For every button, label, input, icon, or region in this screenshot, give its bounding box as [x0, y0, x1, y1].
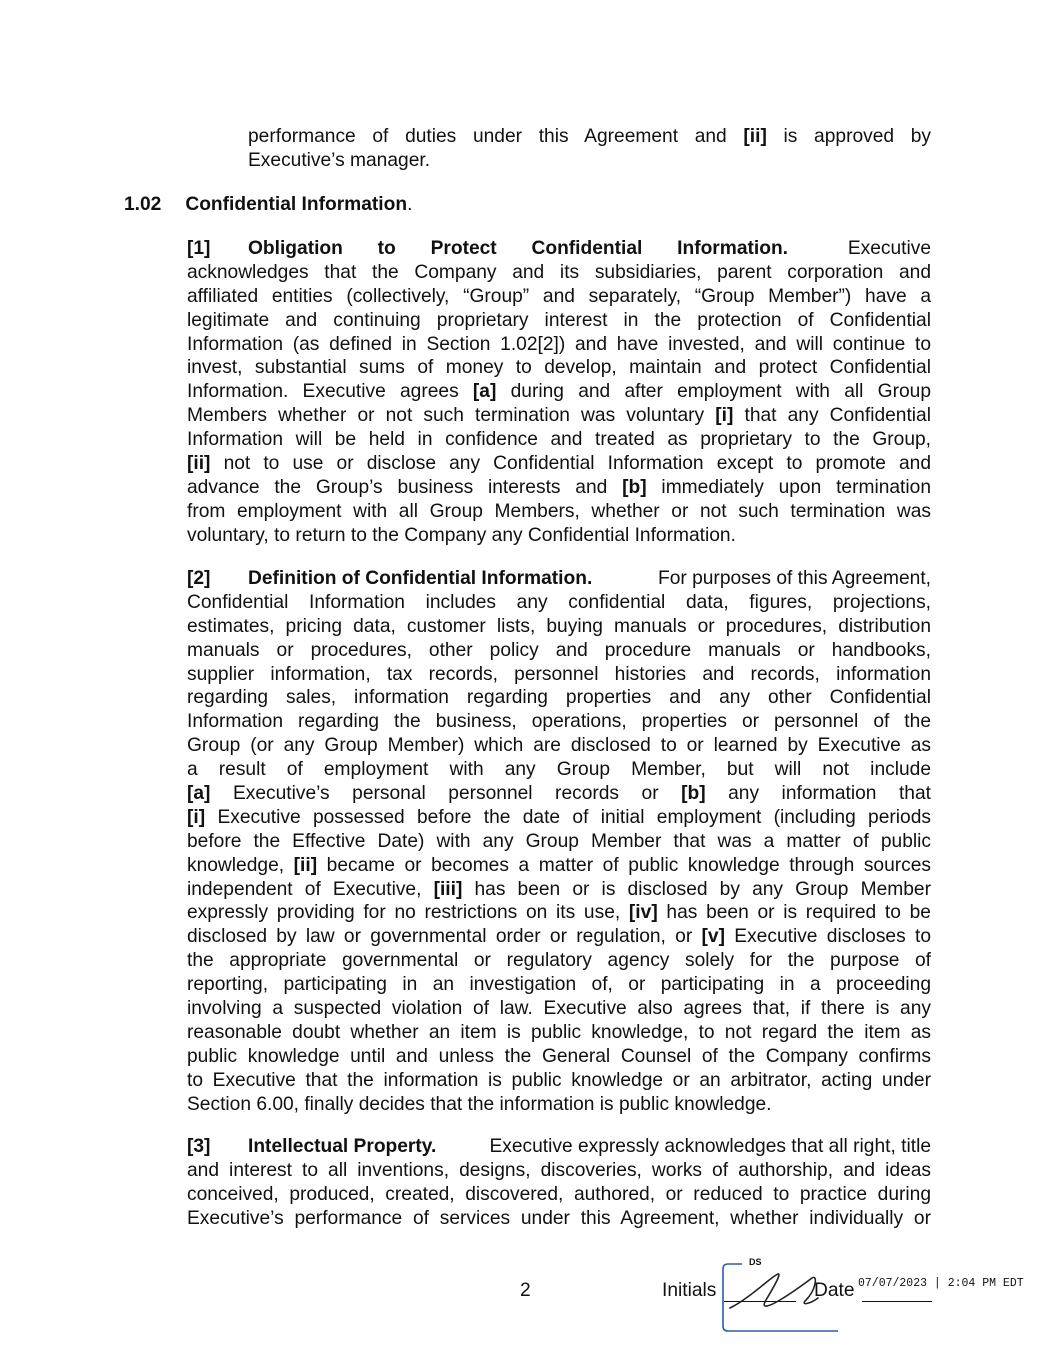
body-line: disclosed by law or governmental order or regulation, or [v] Executive discloses to — [187, 926, 931, 948]
body-line: knowledge, [ii] became or becomes a matter of public knowledge through sources — [187, 854, 931, 876]
paragraph-number: [3] — [187, 1136, 211, 1157]
paragraph-1 — [187, 237, 931, 548]
body-line: reporting, participating in an investigation of, or participating in a proceeding — [187, 974, 931, 996]
body-line: supplier information, tax records, personnel histories and records, information — [187, 663, 931, 685]
date-label: Date — [814, 1280, 855, 1301]
date-underline — [862, 1301, 932, 1302]
paragraph-3-body — [187, 1159, 931, 1231]
body-line: involving a suspected violation of law. Executive also agrees that, if there is any — [187, 998, 931, 1020]
body-line: legitimate and continuing proprietary interest in the protection of Confidential — [187, 309, 931, 331]
paragraph-1-first-line — [187, 237, 931, 261]
paragraph-heading: Intellectual Property. — [248, 1136, 437, 1157]
paragraph-heading-tail: For purposes of this Agreement, — [657, 568, 931, 589]
paragraph-heading: Obligation to Protect Confidential Information. — [248, 238, 788, 259]
paragraph-3 — [187, 1135, 931, 1231]
body-line: from employment with all Group Members, whether or not such termination was — [187, 500, 931, 522]
body-line: manuals or procedures, other policy and procedure manuals or handbooks, — [187, 639, 931, 661]
paragraph-heading: Definition of Confidential Information. — [248, 568, 593, 589]
paragraph-2-body — [187, 591, 931, 1117]
intro-line: performance of duties under this Agreement and [ii] is approved by — [248, 126, 931, 147]
initials-label: Initials — [662, 1280, 717, 1301]
body-line: estimates, pricing data, customer lists, buying manuals or procedures, distribution — [187, 615, 931, 637]
body-line: independent of Executive, [iii] has been or is disclosed by any Group Member — [187, 878, 931, 900]
body-line: acknowledges that the Company and its subsidiaries, parent corporation and — [187, 261, 931, 283]
paragraph-heading-tail: Executive expressly acknowledges that all right, title — [489, 1136, 931, 1157]
signed-stamp: 07/07/2023 | 2:04 PM EDT — [858, 1277, 1024, 1290]
body-line: regarding sales, information regarding properties and any other Confidential — [187, 687, 931, 709]
body-line: Information. Executive agrees [a] during and after employment with all Group — [187, 381, 931, 403]
body-line: and interest to all inventions, designs, discoveries, works of authorship, and ideas — [187, 1159, 931, 1181]
body-line: expressly providing for no restrictions on its use, [iv] has been or is required to be — [187, 902, 931, 924]
body-line: affiliated entities (collectively, “Group” and separately, “Group Member”) have a — [187, 285, 931, 307]
body-line: Confidential Information includes any confidential data, figures, projections, — [187, 591, 931, 613]
body-line: a result of employment with any Group Member, but will not include — [187, 759, 931, 781]
body-line: voluntary, to return to the Company any Confidential Information. — [187, 524, 736, 546]
body-line: the appropriate governmental or regulatory agency solely for the purpose of — [187, 950, 931, 972]
body-line: [a] Executive’s personal personnel records or [b] any information that — [187, 783, 931, 805]
body-line: Executive’s performance of services under this Agreement, whether individually or — [187, 1207, 931, 1229]
section-heading — [124, 193, 624, 217]
page-number: 2 — [520, 1280, 531, 1301]
initials-signature-mark — [730, 1274, 818, 1308]
paragraph-3-first-line — [187, 1135, 931, 1159]
body-line: Information will be held in confidence and treated as proprietary to the Group, — [187, 429, 931, 451]
paragraph-2-first-line — [187, 567, 931, 591]
intro-paragraph — [248, 125, 931, 173]
paragraph-number: [1] — [187, 238, 211, 259]
body-line: invest, substantial sums of money to develop, maintain and protect Confidential — [187, 357, 931, 379]
body-line: conceived, produced, created, discovered, authored, or reduced to practice during — [187, 1183, 931, 1205]
body-line: Information regarding the business, operations, properties or personnel of the — [187, 711, 931, 733]
body-line: to Executive that the information is public knowledge or an arbitrator, acting under — [187, 1069, 931, 1091]
paragraph-2 — [187, 567, 931, 1116]
body-line: advance the Group’s business interests and [b] immediately upon termination — [187, 476, 931, 498]
body-line: Members whether or not such termination was voluntary [i] that any Confidential — [187, 405, 931, 427]
paragraph-heading-tail: Executive — [847, 238, 931, 259]
ds-tag: DS — [749, 1257, 762, 1267]
section-title-period: . — [407, 194, 413, 215]
section-title: Confidential Information — [185, 194, 408, 215]
body-line: [ii] not to use or disclose any Confidential Information except to promote and — [187, 453, 931, 475]
body-line: [i] Executive possessed before the date of initial employment (including periods — [187, 806, 931, 828]
paragraph-1-body — [187, 261, 931, 548]
section-number: 1.02 — [124, 194, 162, 215]
body-line: Section 6.00, finally decides that the information is public knowledge. — [187, 1093, 772, 1115]
body-line: before the Effective Date) with any Group Member that was a matter of public — [187, 830, 931, 852]
intro-line: Executive’s manager. — [248, 149, 431, 171]
body-line: Group (or any Group Member) which are disclosed to or learned by Executive as — [187, 735, 931, 757]
body-line: reasonable doubt whether an item is public knowledge, to not regard the item as — [187, 1021, 931, 1043]
body-line: Information (as defined in Section 1.02[2]) and have invested, and will continue to — [187, 333, 931, 355]
paragraph-number: [2] — [187, 568, 211, 589]
body-line: public knowledge until and unless the General Counsel of the Company confirms — [187, 1045, 931, 1067]
